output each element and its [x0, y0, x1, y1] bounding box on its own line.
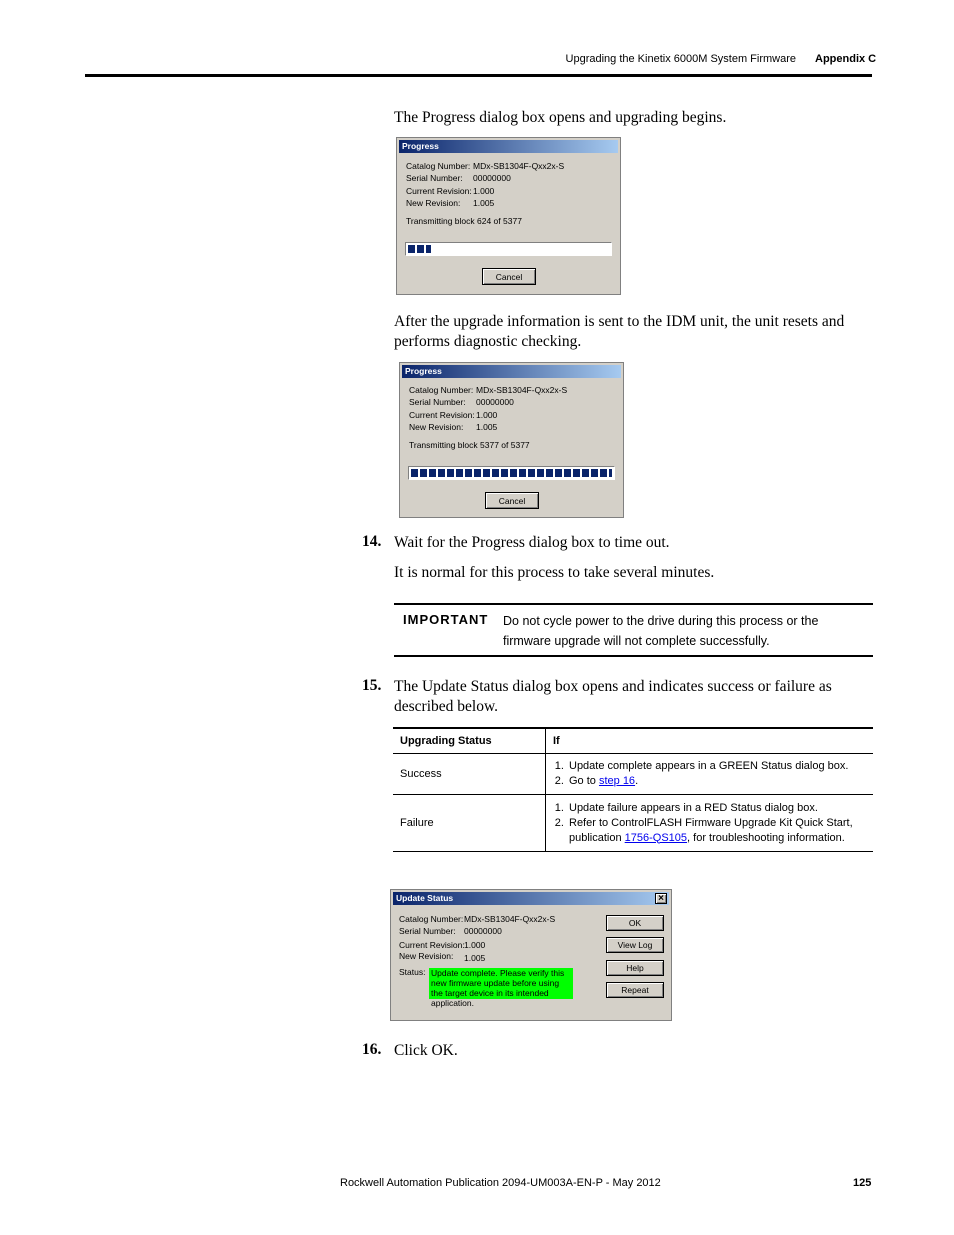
new-revision-value: 1.005	[464, 953, 486, 963]
footer-publication: Rockwell Automation Publication 2094-UM003A-EN-P - May 2012	[340, 1177, 661, 1189]
current-revision-value: 1.000	[473, 186, 495, 196]
header-rule	[85, 74, 872, 77]
progress-bar-fill	[408, 245, 431, 253]
col-if: If	[553, 735, 560, 747]
quick-start-link[interactable]: 1756-QS105	[624, 831, 688, 844]
view-log-button[interactable]: View Log	[606, 937, 664, 953]
current-revision-value: 1.000	[476, 410, 498, 420]
list-item: 1. Update failure appears in a RED Status dialog box.	[567, 801, 866, 816]
col-upgrading-status: Upgrading Status	[393, 728, 546, 754]
step-15-number: 15.	[362, 677, 382, 694]
progress-bar	[408, 466, 615, 480]
step-14-number: 14.	[362, 533, 382, 550]
important-text: Do not cycle power to the drive during this process or the firmware upgrade will not complete successfully.	[503, 614, 819, 648]
catalog-label: Catalog Number:	[406, 161, 471, 171]
step-14-text: Wait for the Progress dialog box to time out.	[394, 534, 670, 551]
progress-bar-fill	[411, 469, 612, 477]
current-revision-label: Current Revision:	[399, 940, 465, 950]
new-revision-value: 1.005	[476, 422, 498, 432]
list-item-text: Refer to ControlFLASH Firmware Upgrade Kit Quick Start, publication	[569, 816, 853, 844]
status-message: Update complete. Please verify this new firmware update before using the target device in its intended application.	[429, 968, 573, 999]
step-16-number: 16.	[362, 1041, 382, 1058]
repeat-button[interactable]: Repeat	[606, 982, 664, 998]
upgrading-status-table	[393, 727, 873, 852]
ok-button[interactable]: OK	[606, 915, 664, 931]
transmit-status: Transmitting block 5377 of 5377	[409, 440, 530, 450]
list-item: 1. Update complete appears in a GREEN Status dialog box.	[567, 759, 866, 774]
serial-value: 00000000	[464, 926, 502, 936]
success-label: Success	[393, 754, 546, 795]
catalog-value: MDx-SB1304F-Qxx2x-S	[473, 161, 565, 171]
progress-bar	[405, 242, 612, 256]
catalog-value: MDx-SB1304F-Qxx2x-S	[464, 914, 556, 924]
failure-conditions	[546, 795, 874, 852]
intro-text: The Progress dialog box opens and upgrading begins.	[394, 109, 727, 126]
serial-label: Serial Number:	[399, 926, 456, 936]
serial-value: 00000000	[473, 173, 511, 183]
cancel-button[interactable]: Cancel	[485, 492, 539, 509]
serial-label: Serial Number:	[406, 173, 463, 183]
step-16-link[interactable]: step 16	[598, 775, 636, 787]
cancel-button[interactable]: Cancel	[482, 268, 536, 285]
table-header-row	[393, 728, 873, 754]
running-header-appendix: Appendix C	[815, 53, 877, 65]
important-top-rule	[394, 603, 873, 605]
help-button[interactable]: Help	[606, 960, 664, 976]
step-14-note: It is normal for this process to take several minutes.	[394, 564, 715, 581]
progress-dialog-1	[396, 137, 621, 295]
transmit-status: Transmitting block 624 of 5377	[406, 216, 522, 226]
close-icon[interactable]: ×	[655, 893, 667, 904]
important-label: IMPORTANT	[403, 612, 489, 627]
running-header-title: Upgrading the Kinetix 6000M System Firmware	[565, 53, 796, 65]
list-item-text: .	[635, 775, 639, 787]
catalog-label: Catalog Number:	[409, 385, 474, 395]
dialog-title: Update Status	[396, 893, 454, 903]
list-item-text: Go to	[569, 775, 599, 787]
new-revision-label: New Revision:	[406, 198, 461, 208]
dialog-title-bar	[393, 892, 669, 905]
step-16-text: Click OK.	[394, 1042, 458, 1059]
update-status-dialog	[390, 889, 672, 1021]
current-revision-label: Current Revision:	[406, 186, 472, 196]
dialog-title-bar: Progress	[399, 140, 618, 153]
success-conditions	[546, 754, 874, 795]
after-upgrade-text: After the upgrade information is sent to the IDM unit, the unit resets and performs diagnostic checking.	[394, 313, 845, 350]
list-item-text: , for troubleshooting information.	[687, 831, 845, 844]
catalog-label: Catalog Number:	[399, 914, 464, 924]
serial-label: Serial Number:	[409, 397, 466, 407]
page-number: 125	[853, 1177, 872, 1189]
table-row	[393, 754, 873, 795]
status-label: Status:	[399, 967, 426, 977]
list-item	[567, 774, 866, 789]
table-row	[393, 795, 873, 852]
new-revision-label: New Revision:	[399, 951, 454, 961]
new-revision-label: New Revision:	[409, 422, 464, 432]
progress-dialog-2	[399, 362, 624, 518]
serial-value: 00000000	[476, 397, 514, 407]
step-15-text: The Update Status dialog box opens and indicates success or failure as described below.	[394, 678, 832, 715]
current-revision-label: Current Revision:	[409, 410, 475, 420]
important-bottom-rule	[394, 655, 873, 657]
catalog-value: MDx-SB1304F-Qxx2x-S	[476, 385, 568, 395]
dialog-title-bar: Progress	[402, 365, 621, 378]
failure-label: Failure	[393, 795, 546, 852]
current-revision-value: 1.000	[464, 940, 486, 950]
list-item	[567, 816, 866, 846]
new-revision-value: 1.005	[473, 198, 495, 208]
